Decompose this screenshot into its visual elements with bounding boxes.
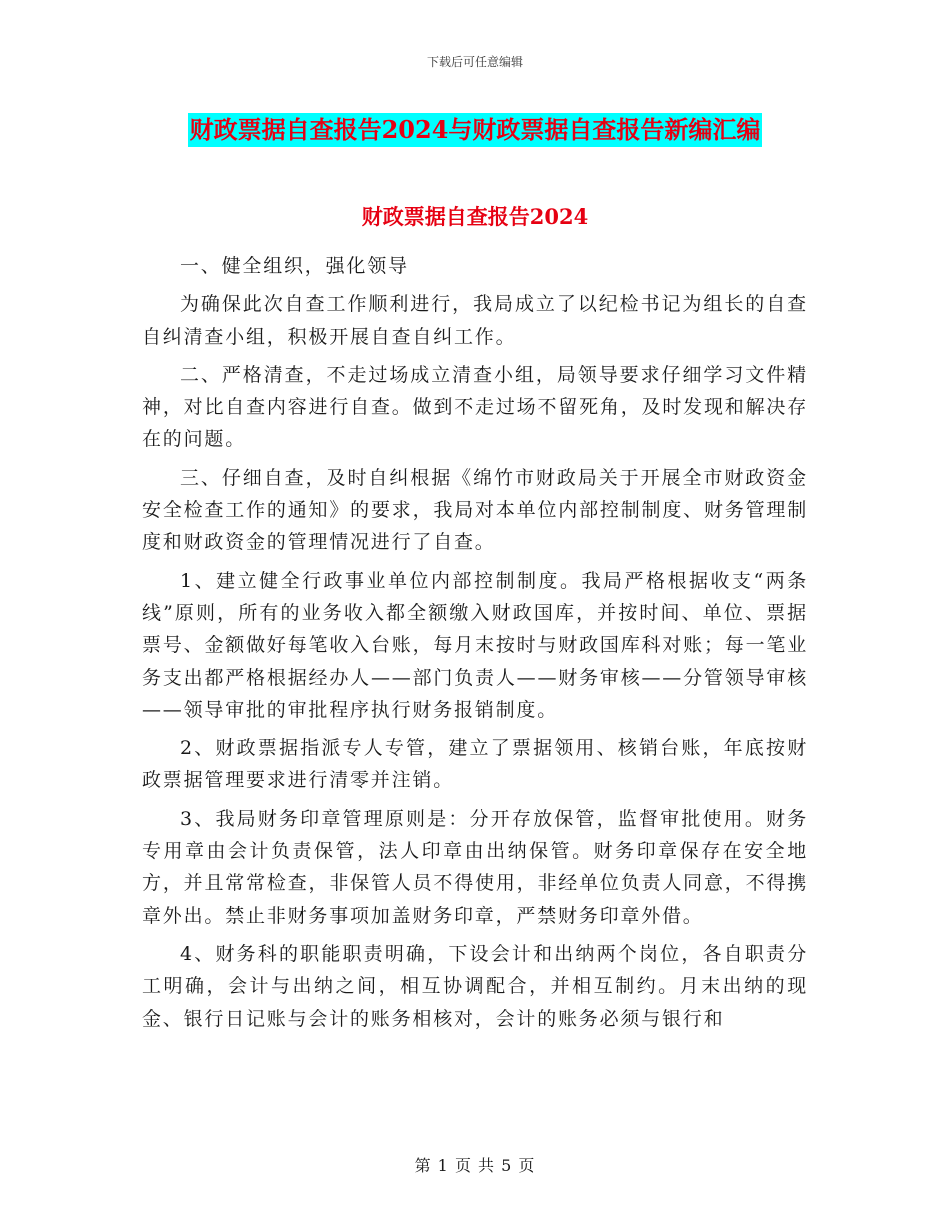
document-body [142,250,808,1041]
paragraph: 1、建立健全行政事业单位内部控制制度。我局严格根据收支“两条线”原则，所有的业务收入都全额缴入财政国库，并按时间、单位、票据票号、金额做好每笔收入台账，每月末按时与财政国库科对账；每一笔业务支出都严格根据经办人——部门负责人——财务审核——分管领导审核——领导审批的审批程序执行财务报销制度。 [142,569,808,721]
page-number: 第 1 页 共 5 页 [414,1156,536,1175]
paragraph: 三、仔细自查，及时自纠根据《绵竹市财政局关于开展全市财政资金安全检查工作的通知》的要求，我局对本单位内部控制制度、财务管理制度和财政资金的管理情况进行了自查。 [142,466,808,554]
paragraph: 2、财政票据指派专人专管，建立了票据领用、核销台账，年底按财政票据管理要求进行清零并注销。 [142,737,808,792]
paragraph: 为确保此次自查工作顺利进行，我局成立了以纪检书记为组长的自查自纠清查小组，积极开展自查自纠工作。 [142,293,808,348]
paragraph: 3、我局财务印章管理原则是：分开存放保管，监督审批使用。财务专用章由会计负责保管，法人印章由出纳保管。财务印章保存在安全地方，并且常常检查，非保管人员不得使用，非经单位负责人同意，不得携章外出。禁止非财务事项加盖财务印章，严禁财务印章外借。 [142,807,808,927]
section-title: 财政票据自查报告2024 [361,204,589,229]
main-title-container [0,113,950,147]
page-header-note: 下载后可任意编辑 [426,55,523,69]
paragraph: 4、财务科的职能职责明确，下设会计和出纳两个岗位，各自职责分工明确，会计与出纳之间，相互协调配合，并相互制约。月末出纳的现金、银行日记账与会计的账务相核对，会计的账务必须与银行和 [142,942,808,1030]
paragraph: 二、严格清查，不走过场成立清查小组，局领导要求仔细学习文件精神，对比自查内容进行自查。做到不走过场不留死角，及时发现和解决存在的问题。 [142,363,808,451]
paragraph: 一、健全组织，强化领导 [180,255,409,277]
main-title: 财政票据自查报告2024与财政票据自查报告新编汇编 [188,113,763,147]
